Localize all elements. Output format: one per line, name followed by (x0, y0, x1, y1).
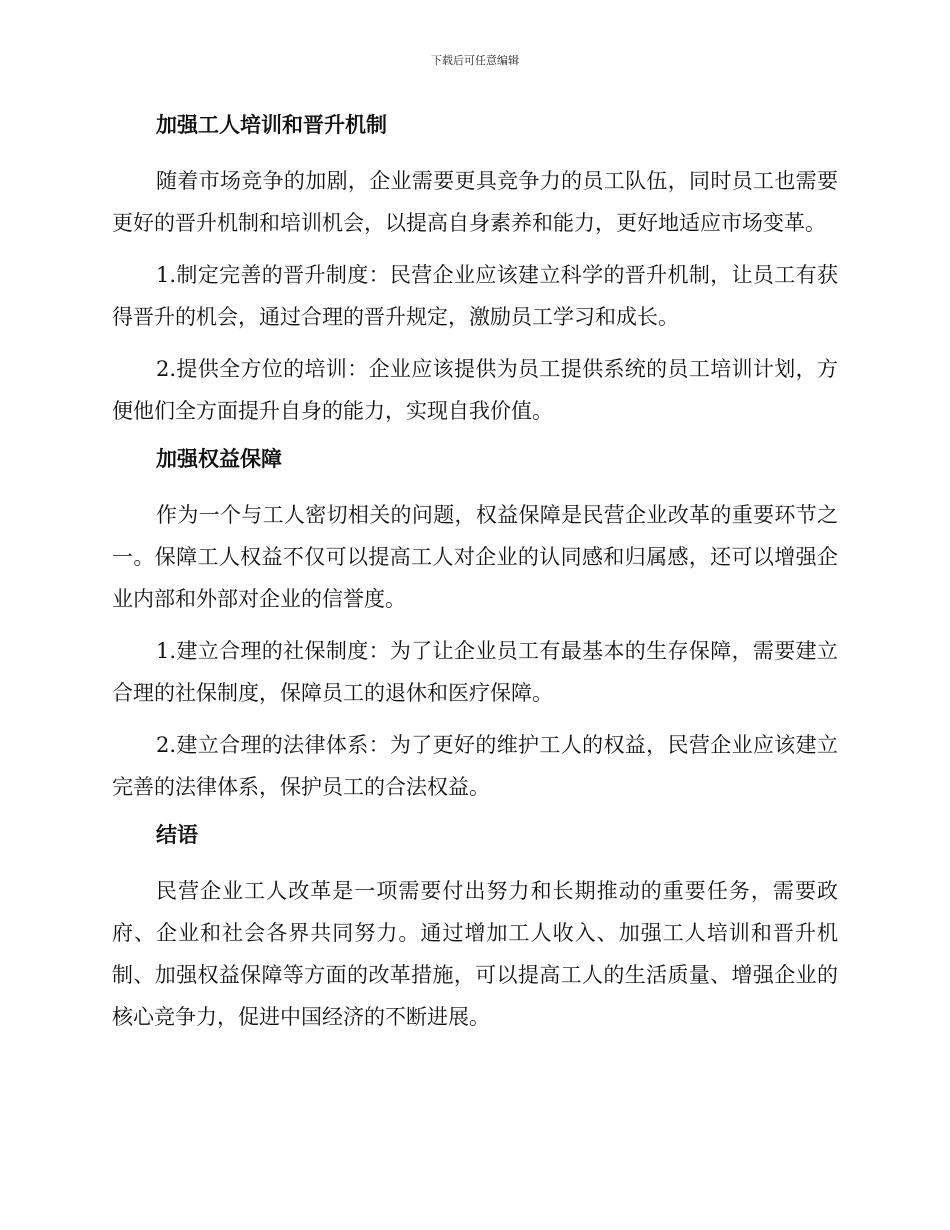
section-heading: 加强权益保障 (156, 446, 282, 471)
paragraph: 2.提供全方位的培训：企业应该提供为员工提供系统的员工培训计划，方便他们全方面提升自身的能力，实现自我价值。 (112, 357, 838, 423)
paragraph: 作为一个与工人密切相关的问题，权益保障是民营企业改革的重要环节之一。保障工人权益不仅可以提高工人对企业的认同感和归属感，还可以增强企业内部和外部对企业的信誉度。 (112, 503, 838, 611)
page-header: 下载后可任意编辑 (431, 54, 519, 67)
paragraph: 1.制定完善的晋升制度：民营企业应该建立科学的晋升机制，让员工有获得晋升的机会，通过合理的晋升规定，激励员工学习和成长。 (112, 263, 838, 329)
section-heading: 加强工人培训和晋升机制 (156, 112, 387, 137)
paragraph: 民营企业工人改革是一项需要付出努力和长期推动的重要任务，需要政府、企业和社会各界共同努力。通过增加工人收入、加强工人培训和晋升机制、加强权益保障等方面的改革措施，可以提高工人的生活质量、增强企业的核心竞争力，促进中国经济的不断进展。 (112, 879, 838, 1029)
paragraph: 1.建立合理的社保制度：为了让企业员工有最基本的生存保障，需要建立合理的社保制度，保障员工的退休和医疗保障。 (112, 639, 838, 705)
section-heading: 结语 (156, 822, 198, 847)
document-body (112, 108, 838, 1048)
paragraph: 随着市场竞争的加剧，企业需要更具竞争力的员工队伍，同时员工也需要更好的晋升机制和培训机会，以提高自身素养和能力，更好地适应市场变革。 (112, 169, 838, 235)
paragraph: 2.建立合理的法律体系：为了更好的维护工人的权益，民营企业应该建立完善的法律体系，保护员工的合法权益。 (112, 733, 838, 799)
